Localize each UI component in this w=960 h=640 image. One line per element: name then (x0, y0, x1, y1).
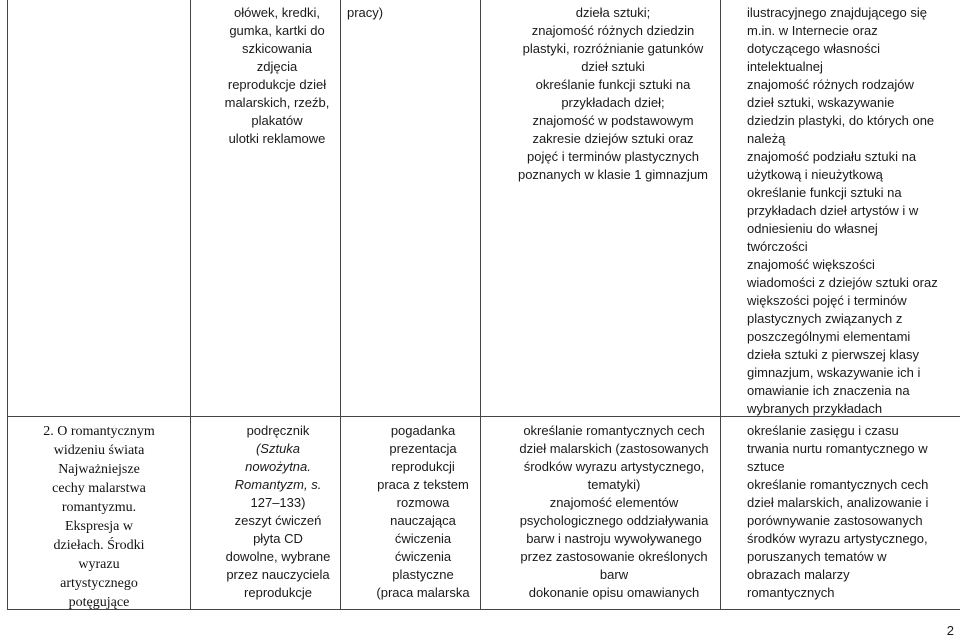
list-item-line: przykładach dzieł; (561, 95, 665, 110)
list-item (367, 548, 479, 602)
list-item-line: dokonanie opisu omawianych (528, 585, 700, 600)
list-item-line: dowolne, wybrane (225, 549, 331, 564)
row2-methods-cell (367, 422, 479, 602)
topic-line: dziełach. Środki (53, 538, 145, 553)
list-item-line: znajomość podziału sztuki na (747, 149, 917, 164)
list-item-line: pojęć i terminów plastycznych (527, 149, 699, 164)
list-item-line: 127–133) (250, 495, 306, 510)
list-item (510, 112, 716, 184)
page-number: 2 (946, 623, 954, 638)
list-item (510, 494, 718, 584)
list-item-line: nowożytna. (245, 459, 311, 474)
row2-materials-cell (220, 422, 336, 602)
row1-methods-cell (347, 4, 477, 22)
list-item-line: dzieł sztuki (581, 59, 645, 74)
list-item-line: poznanych w klasie 1 gimnazjum (517, 167, 709, 182)
list-item-line: barw (599, 567, 629, 582)
topic-line: Ekspresja w (64, 519, 134, 534)
list-item (747, 76, 959, 148)
list-item-line: ćwiczenia (394, 549, 452, 564)
list-item (747, 476, 959, 602)
list-item-line: pogadanka (390, 423, 456, 438)
list-item (510, 4, 716, 22)
list-item-line: większości pojęć i terminów (747, 293, 907, 308)
list-item-line: zeszyt ćwiczeń (234, 513, 322, 528)
list-item-line: zakresie dziejów sztuki oraz (532, 131, 694, 146)
list-item-line: znajomość większości (747, 257, 875, 272)
list-item-line: porównywanie zastosowanych (747, 513, 923, 528)
list-item-line: określanie funkcji sztuki na (747, 185, 902, 200)
list-item-line: poruszanych tematów w (747, 549, 887, 564)
list-item (510, 22, 716, 76)
list-item-line: twórczości (747, 239, 808, 254)
list-item-line: dzieł sztuki, wskazywanie (747, 95, 895, 110)
list-item-line: barw i nastroju wywoływanego (526, 531, 702, 546)
list-item-line: plastycznych związanych z (747, 311, 903, 326)
list-item-line: tematyki) (587, 477, 641, 492)
list-item-line: psychologicznego oddziaływania (519, 513, 709, 528)
list-item (220, 422, 336, 440)
list-item-line: należą (747, 131, 786, 146)
list-item-line: określanie funkcji sztuki na (535, 77, 691, 92)
list-item-line: poszczególnymi elementami (747, 329, 911, 344)
list-item-line: wybranych przykładach (747, 401, 883, 416)
list-item-line: obrazach malarzy (747, 567, 850, 582)
list-item-line: gimnazjum, wskazywanie ich i (747, 365, 921, 380)
row2-topic-cell (11, 422, 187, 612)
list-item-line: praca z tekstem (377, 477, 469, 492)
list-item-line: użytkową i nieużytkową (747, 167, 883, 182)
list-item-line: prezentacja (389, 441, 457, 456)
row2-basic-requirements-cell (510, 422, 718, 602)
list-item-line: podręcznik (246, 423, 310, 438)
list-item (367, 530, 479, 548)
list-item-line: plastyki, rozróżnianie gatunków (522, 41, 704, 56)
column-divider (480, 0, 481, 609)
topic-line: Najważniejsze (58, 462, 140, 477)
topic-line: widzeniu świata (53, 443, 145, 458)
list-item-line: trwania nurtu romantycznego w (747, 441, 928, 456)
topic-line: romantyzmu. (61, 500, 137, 515)
list-item-line: plakatów (251, 113, 303, 128)
list-item (510, 584, 718, 602)
list-item-line: dzieła sztuki; (575, 5, 651, 20)
list-item-line: dzieł malarskich (zastosowanych (519, 441, 709, 456)
row1-extended-requirements-cell (747, 4, 959, 418)
list-item-line: środków wyrazu artystycznego, (747, 531, 928, 546)
list-item-line: intelektualnej (747, 59, 823, 74)
topic-line: artystycznego (60, 576, 138, 591)
column-divider (720, 0, 721, 609)
list-item-line: określanie zasięgu i czasu (747, 423, 899, 438)
table-border-left (7, 0, 8, 609)
list-item-line: m.in. w Internecie oraz (747, 23, 878, 38)
list-item-line: Romantyzm, s. (234, 477, 322, 492)
list-item (219, 76, 335, 130)
list-item-line: dzieł malarskich, analizowanie i (747, 495, 929, 510)
list-item-line: (Sztuka (255, 441, 301, 456)
list-item-line: ulotki reklamowe (228, 131, 326, 146)
list-item-line: ilustracyjnego znajdującego się (747, 5, 927, 20)
list-item (219, 58, 335, 76)
list-item-line: reprodukcje (244, 585, 312, 600)
list-item (220, 530, 336, 548)
list-item (367, 440, 479, 476)
list-item-line: środków wyrazu artystycznego, (523, 459, 705, 474)
list-item (510, 422, 718, 494)
list-item-line: znajomość elementów (549, 495, 679, 510)
list-item-line: (praca malarska (376, 585, 470, 600)
column-divider (190, 0, 191, 609)
list-item (219, 4, 335, 58)
list-item (747, 422, 959, 476)
list-item-line: odniesieniu do własnej (747, 221, 878, 236)
list-item-line: dotyczącego własności (747, 41, 880, 56)
column-divider (340, 0, 341, 609)
list-item (747, 256, 959, 418)
list-item-line: gumka, kartki do (229, 23, 325, 38)
list-item-line: nauczająca (390, 513, 456, 528)
list-item (747, 148, 959, 184)
row1-materials-cell (219, 4, 335, 148)
list-item-line: plastyczne (392, 567, 454, 582)
list-item-line: reprodukcje dzieł (227, 77, 327, 92)
list-item-line: sztuce (747, 459, 785, 474)
row2-extended-requirements-cell (747, 422, 959, 602)
methods-continuation: pracy) (347, 5, 384, 20)
list-item-line: określanie romantycznych cech (747, 477, 929, 492)
list-item-line: przez zastosowanie określonych (520, 549, 708, 564)
list-item-line: ćwiczenia (394, 531, 452, 546)
list-item-line: przykładach dzieł artystów i w (747, 203, 919, 218)
row1-basic-requirements-cell (510, 4, 716, 184)
list-item-line: omawianie ich znaczenia na (747, 383, 910, 398)
topic-line: 2. O romantycznym (43, 424, 155, 439)
list-item (219, 130, 335, 148)
list-item-line: dzieła sztuki z pierwszej klasy (747, 347, 919, 362)
list-item-line: przez nauczyciela (226, 567, 330, 582)
list-item (220, 512, 336, 530)
list-item-line: znajomość różnych dziedzin (531, 23, 695, 38)
topic-line: potęgujące (68, 595, 130, 610)
topic-line: cechy malarstwa (52, 481, 146, 496)
list-item-line: szkicowania (241, 41, 313, 56)
list-item-line: znajomość różnych rodzajów (747, 77, 914, 92)
list-item-line: ołówek, kredki, (234, 5, 320, 20)
list-item-line: wiadomości z dziejów sztuki oraz (747, 275, 938, 290)
list-item-line: płyta CD (253, 531, 303, 546)
list-item-line: reprodukcji (391, 459, 455, 474)
curriculum-table (7, 0, 960, 610)
list-item (510, 76, 716, 112)
list-item-line: malarskich, rzeźb, (224, 95, 330, 110)
list-item-line: romantycznych (747, 585, 835, 600)
list-item-line: dziedzin plastyki, do których one (747, 113, 935, 128)
list-item-line: znajomość w podstawowym (532, 113, 694, 128)
topic-line: wyrazu (78, 557, 120, 572)
list-item-line: określanie romantycznych cech (523, 423, 705, 438)
list-item (367, 422, 479, 440)
list-item (747, 4, 959, 76)
list-item (220, 440, 336, 512)
list-item (220, 548, 336, 602)
list-item-line: zdjęcia (256, 59, 298, 74)
list-item (367, 476, 479, 494)
list-item (367, 494, 479, 530)
list-item-line: rozmowa (396, 495, 450, 510)
list-item (747, 184, 959, 256)
